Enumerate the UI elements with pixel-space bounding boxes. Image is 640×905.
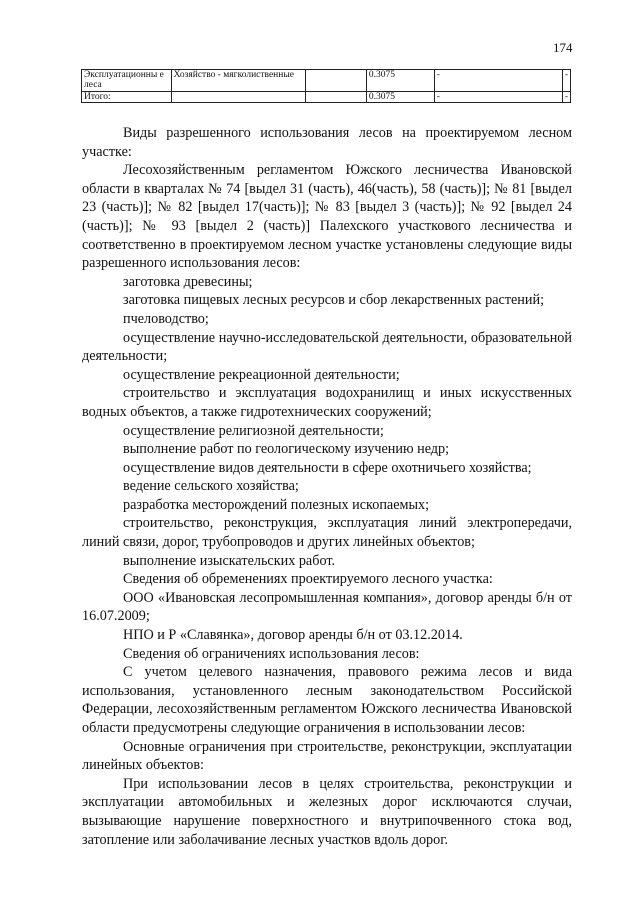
list-item: выполнение работ по геологическому изучению недр; (123, 441, 450, 458)
table-cell-c6: - (562, 70, 570, 92)
list-item: строительство и эксплуатация водохранилищ и иных искусственных водных объектов, а также гидротехнических сооружений; (82, 385, 572, 420)
list-item: заготовка пищевых лесных ресурсов и сбор лекарственных растений; (123, 292, 545, 309)
table-row (82, 70, 571, 92)
table-cell-area: 0.3075 (366, 70, 434, 92)
table-cell-purpose: Эксплуатационны е леса (82, 70, 172, 92)
list-item: строительство, реконструкция, эксплуатация линий электропередачи, линий связи, дорог, трубопроводов и других линейных объектов; (82, 515, 572, 551)
list-item: осуществление религиозной деятельности; (123, 422, 384, 439)
list-item: пчеловодство; (123, 310, 209, 327)
table-cell-farm (171, 92, 305, 103)
paragraph-encumbrance: ООО «Ивановская лесопромышленная компания», договор аренды б/н от 16.07.2009; (82, 589, 572, 625)
paragraph-permitted-uses-heading: Виды разрешенного использования лесов на проектируемом лесном участке: (82, 125, 572, 160)
paragraph-restrictions-heading: Сведения об ограничениях использования лесов: (123, 645, 420, 662)
list-item: разработка месторождений полезных ископаемых; (123, 496, 430, 513)
page-number: 174 (553, 40, 573, 55)
table-cell-c6: - (562, 92, 570, 103)
table-cell-area: 0.3075 (366, 92, 434, 103)
document-body (82, 124, 572, 849)
table-cell-farm: Хозяйство - мягколиственные (171, 70, 305, 92)
table-row-total (82, 92, 571, 103)
paragraph-linear-objects-restrictions: Основные ограничения при строительстве, реконструкции, эксплуатации линейных объектов: (82, 738, 572, 774)
paragraph-roads-restrictions: При использовании лесов в целях строительства, реконструкции и эксплуатации автомобильных и железных дорог исключаются случаи, вызывающие нарушение поверхностного и внутрипочвенного стока вод, затопление или заболачивание лесных участков вдоль дорог. (82, 775, 572, 848)
paragraph-regulation: Лесохозяйственным регламентом Южского лесничества Ивановской области в кварталах № 74 [выдел 31 (часть), 46(часть), 58 (часть)]; № 81 [выдел 23 (часть)]; № 82 [выдел 17(часть)]; № 83 [выдел 3 (часть)]; № 92 [выдел 24 (часть)]; № 93 [выдел 2 (часть)] Палехского участкового лесничества и соответственно в проектируемом лесном участке установлены следующие виды разрешенного использования лесов: (82, 162, 572, 272)
list-item: осуществление рекреационной деятельности; (123, 366, 400, 383)
table-cell-purpose: Итого: (82, 92, 172, 103)
paragraph-restrictions: С учетом целевого назначения, правового режима лесов и вида использования, установленного лесным законодательством Российской Федерации, лесохозяйственным регламентом Южского лесничества Ивановской области предусмотрены следующие ограничения в использовании лесов: (82, 664, 572, 736)
list-item: ведение сельского хозяйства; (123, 478, 299, 495)
forest-area-table (81, 69, 571, 103)
list-item: заготовка древесины; (123, 273, 253, 290)
table-cell-c5: - (434, 92, 562, 103)
table-cell-c5: - (434, 70, 562, 92)
list-item: осуществление научно-исследовательской деятельности, образовательной деятельности; (82, 329, 572, 365)
table-cell-empty (305, 70, 366, 92)
list-item: осуществление видов деятельности в сфере охотничьего хозяйства; (123, 459, 532, 476)
paragraph-encumbrance: НПО и Р «Славянка», договор аренды б/н от 03.12.2014. (123, 627, 463, 644)
table-cell-empty (305, 92, 366, 103)
list-item: выполнение изыскательских работ. (123, 552, 336, 569)
paragraph-encumbrances-heading: Сведения об обременениях проектируемого лесного участка: (123, 571, 493, 588)
